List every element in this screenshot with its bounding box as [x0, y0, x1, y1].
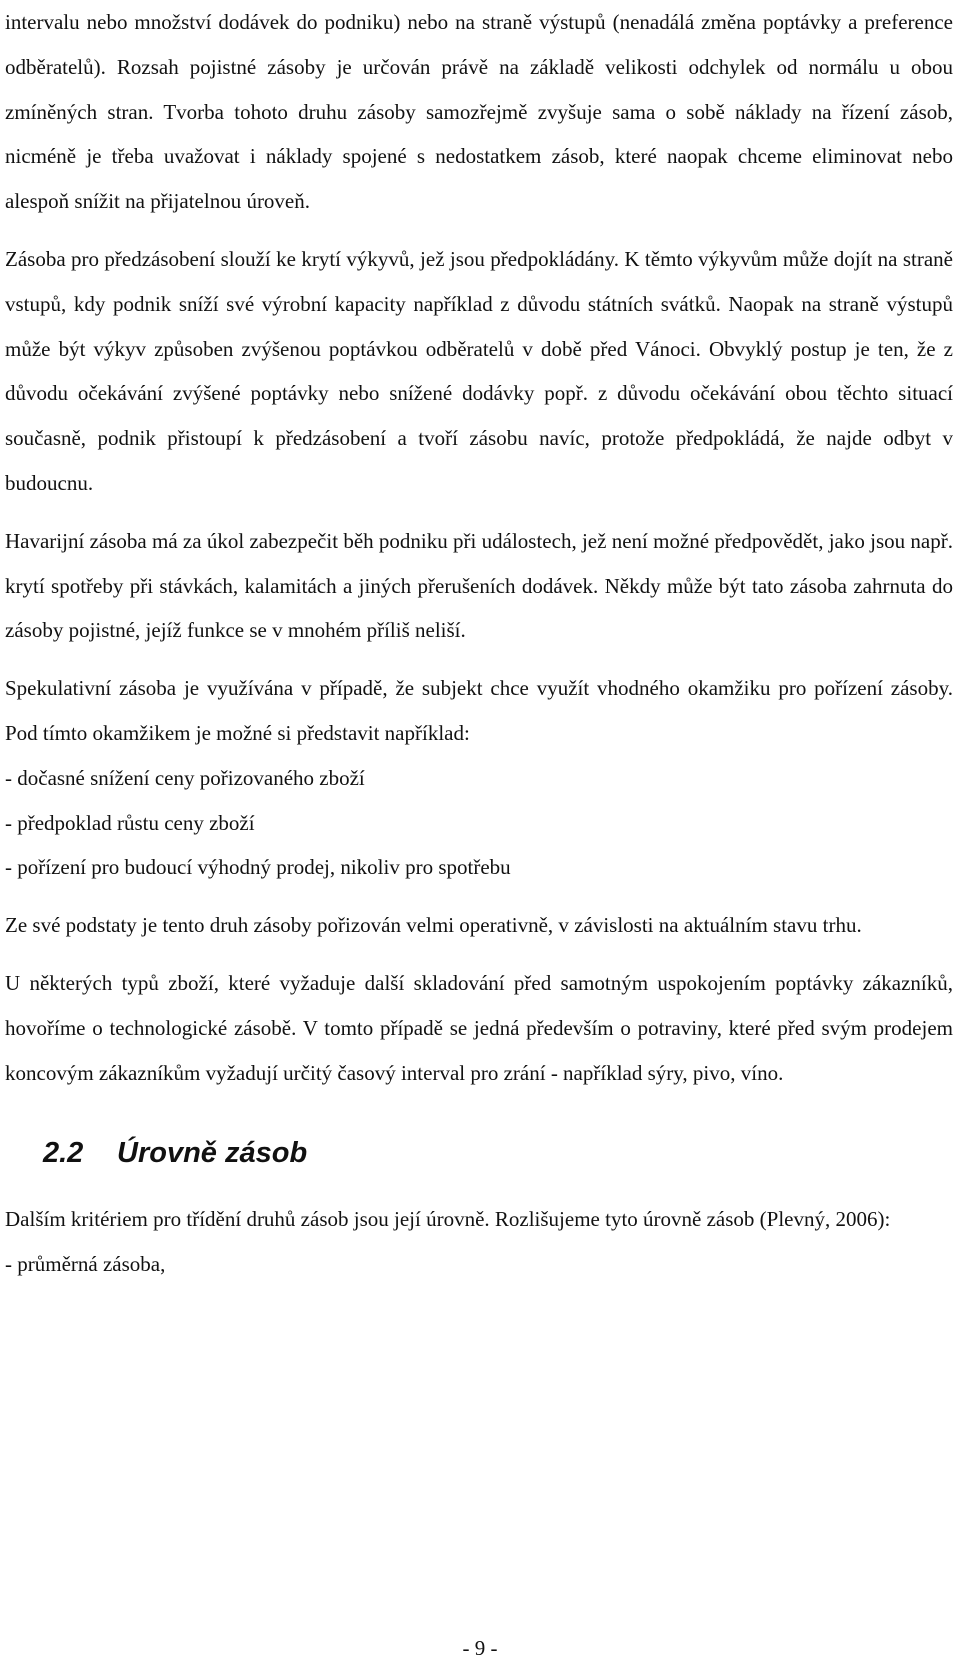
list-item: - pořízení pro budoucí výhodný prodej, nikoliv pro spotřebu [5, 855, 511, 880]
section-heading [43, 1133, 953, 1173]
paragraph-stock-levels: Dalším kritériem pro třídění druhů zásob jsou její úrovně. Rozlišujeme tyto úrovně zásob (Plevný, 2006): [5, 1207, 891, 1232]
paragraph-safety-stock-cont: intervalu nebo množství dodávek do podniku) nebo na straně výstupů (nenadálá změna poptávky a preference odběratelů). Rozsah pojistné zásoby je určován právě na základě velikosti odchylek od normálu u obou zmíněných stran. Tvorba tohoto druhu zásoby samozřejmě zvyšuje sama o sobě náklady na řízení zásob, nicméně je třeba uvažovat i náklady spojené s nedostatkem zásob, které naopak chceme eliminovat nebo alespoň snížit na přijatelnou úroveň. [5, 10, 953, 214]
list-item: - dočasné snížení ceny pořizovaného zboží [5, 765, 365, 790]
section-number: 2.2 [43, 1137, 84, 1170]
paragraph-emergency-stock: Havarijní zásoba má za úkol zabezpečit běh podniku při událostech, jež není možné předpovědět, jako jsou např. krytí spotřeby při stávkách, kalamitách a jiných přerušeních dodávek. Někdy může být tato zásoba zahrnuta do zásoby pojistné, jejíž funkce se v mnohém příliš neliší. [5, 528, 953, 643]
paragraph-speculative-stock: Spekulativní zásoba je využívána v případě, že subjekt chce využít vhodného okamžiku pro pořízení zásoby. Pod tímto okamžikem je možné si představit například: [5, 676, 953, 745]
list-item: - průměrná zásoba, [5, 1252, 166, 1277]
document-page [5, 0, 953, 1287]
speculative-list [5, 756, 953, 890]
paragraph-operative: Ze své podstaty je tento druh zásoby pořizován velmi operativně, v závislosti na aktuálním stavu trhu. [5, 913, 862, 938]
section-title: Úrovně zásob [117, 1137, 308, 1170]
page-number: - 9 - [462, 1636, 498, 1660]
paragraph-technological-stock: U některých typů zboží, které vyžaduje další skladování před samotným uspokojením poptávky zákazníků, hovoříme o technologické zásobě. V tomto případě se jedná především o potraviny, které před svým prodejem koncovým zákazníkům vyžadují určitý časový interval pro zrání - například sýry, pivo, víno. [5, 970, 953, 1085]
list-item: - předpoklad růstu ceny zboží [5, 810, 255, 835]
levels-list [5, 1242, 953, 1287]
paragraph-prestock: Zásoba pro předzásobení slouží ke krytí výkyvů, jež jsou předpokládány. K těmto výkyvům může dojít na straně vstupů, kdy podnik sníží své výrobní kapacity například z důvodu státních svátků. Naopak na straně výstupů může být výkyv způsoben zvýšenou poptávkou odběratelů v době před Vánoci. Obvyklý postup je ten, že z důvodu očekávání zvýšené poptávky nebo snížené dodávky popř. z důvodu očekávání obou těchto situací současně, podnik přistoupí k předzásobení a tvoří zásobu navíc, protože předpokládá, že najde odbyt v budoucnu. [5, 246, 953, 495]
